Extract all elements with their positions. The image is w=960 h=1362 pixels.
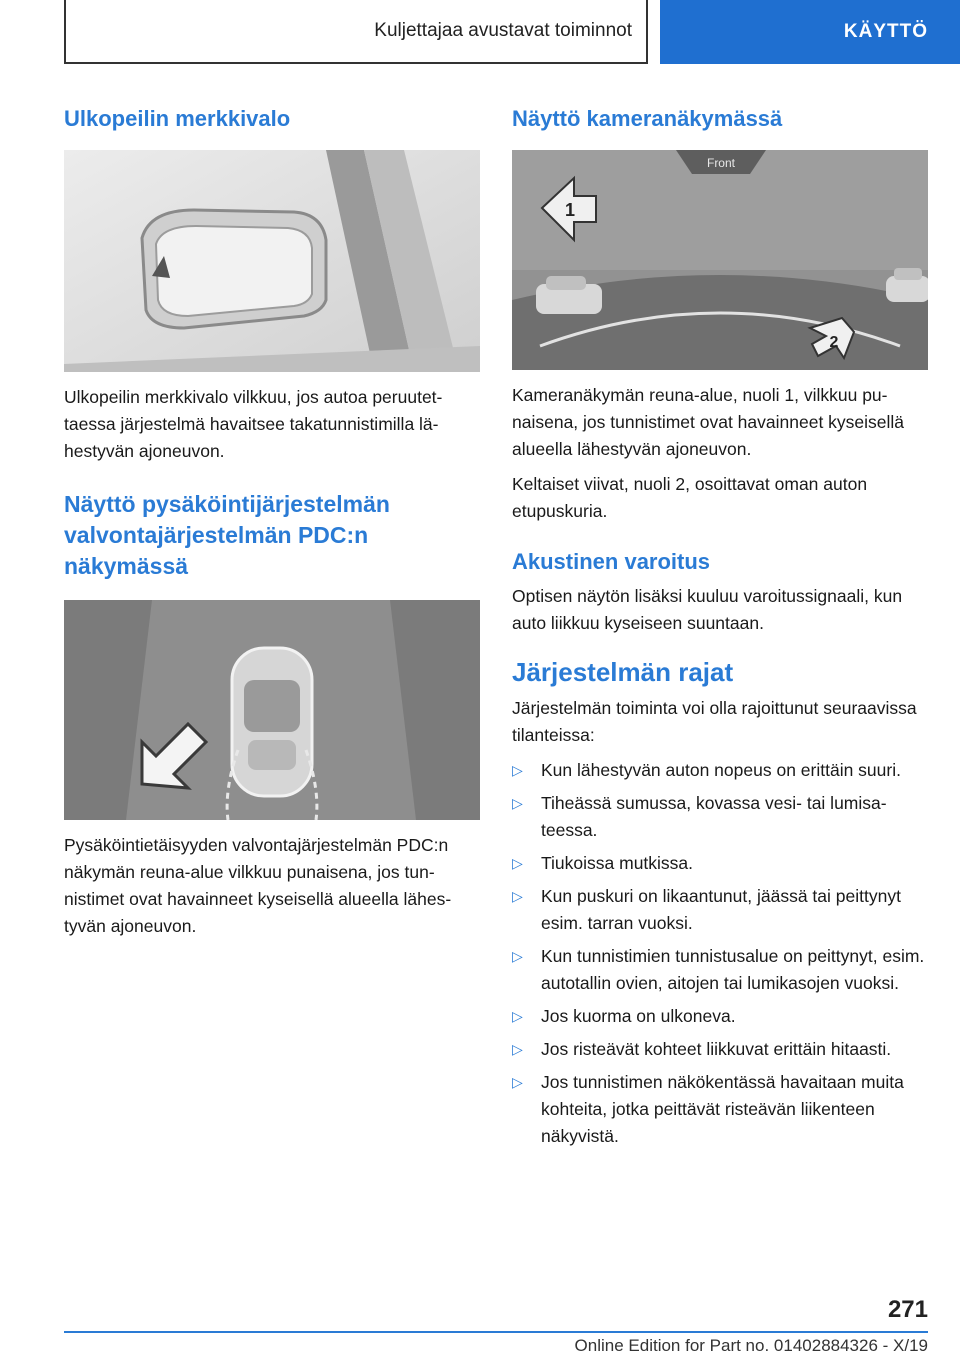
- footer-divider: [64, 1331, 928, 1333]
- page-number: 271: [887, 1296, 928, 1323]
- figure-pdc-view: [64, 600, 480, 820]
- list-item: ▷ Kun lähestyvän auton nopeus on erittäin suuri.: [512, 757, 928, 784]
- list-item: ▷ Jos tunnistimen näkökentässä havaitaan muita kohteita, jotka peittävät risteävän liikenteen näkyvistä.: [512, 1069, 928, 1150]
- paragraph-acoustic-warning: Optisen näytön lisäksi kuuluu varoitussignaali, kun auto liikkuu kyseiseen suuntaan.: [512, 586, 903, 633]
- paragraph-system-limits: Järjestelmän toiminta voi olla rajoittunut seuraavissa tilanteissa:: [512, 698, 917, 745]
- list-item: ▷ Kun tunnistimien tunnistusalue on peittynyt, esim. autotallin ovien, aitojen tai lumikasojen vuoksi.: [512, 943, 928, 997]
- camera-illustration: [512, 150, 928, 370]
- heading-acoustic-warning: Akustinen varoitus: [512, 549, 711, 574]
- header-chapter-tab[interactable]: [660, 0, 960, 64]
- bullet-triangle-icon: ▷: [512, 1074, 523, 1090]
- header-chapter-title: KÄYTTÖ: [843, 21, 928, 42]
- bullet-triangle-icon: ▷: [512, 1008, 523, 1024]
- header-section: [64, 0, 648, 64]
- list-item: ▷ Kun puskuri on likaantunut, jäässä tai peittynyt esim. tarran vuoksi.: [512, 883, 928, 937]
- paragraph-pdc-display: Pysäköintietäisyyden valvontajärjestelmän PDC:n näkymän reuna-alue vilkkuu punaisena, jos tunnistimet ovat havainneet kyseisellä alueella lähestyvän ajoneuvon.: [64, 835, 452, 936]
- heading-pdc-display: Näyttö pysäköintijärjestelmän valvontajärjestelmän PDC:n näkymässä: [64, 491, 390, 579]
- right-column: [512, 100, 928, 1156]
- footer-edition: Online Edition for Part no. 01402884326 - X/19: [574, 1336, 928, 1355]
- arrow-1-label: 1: [564, 200, 576, 220]
- heading-system-limits: Järjestelmän rajat: [512, 657, 734, 687]
- list-item: ▷ Jos kuorma on ulkoneva.: [512, 1003, 928, 1030]
- header-section-title: Kuljettajaa avustavat toiminnot: [374, 20, 632, 41]
- left-column: [64, 100, 480, 940]
- bullet-triangle-icon: ▷: [512, 1041, 523, 1057]
- bullet-triangle-icon: ▷: [512, 795, 523, 811]
- list-item: ▷ Tiheässä sumussa, kovassa vesi- tai lumisateessa.: [512, 790, 928, 844]
- bullet-triangle-icon: ▷: [512, 948, 523, 964]
- heading-mirror-indicator: Ulkopeilin merkkivalo: [64, 106, 291, 131]
- list-item: ▷ Tiukoissa mutkissa.: [512, 850, 928, 877]
- bullet-triangle-icon: ▷: [512, 888, 523, 904]
- bullet-triangle-icon: ▷: [512, 855, 523, 871]
- paragraph-camera-1: Kameranäkymän reuna-alue, nuoli 1, vilkkuu punaisena, jos tunnistimet ovat havainneet kyseisellä alueella lähestyvän ajoneuvon.: [512, 385, 905, 459]
- figure-side-mirror: [64, 150, 480, 372]
- list-item: ▷ Jos risteävät kohteet liikkuvat erittäin hitaasti.: [512, 1036, 928, 1063]
- paragraph-camera-2: Keltaiset viivat, nuoli 2, osoittavat oman auton etupuskuria.: [512, 474, 868, 521]
- bullet-triangle-icon: ▷: [512, 762, 523, 778]
- pdc-illustration: [64, 600, 480, 820]
- heading-camera-display: Näyttö kameranäkymässä: [512, 106, 783, 131]
- arrow-2-label: 2: [829, 334, 839, 351]
- figure-camera-view: [512, 150, 928, 370]
- camera-front-label: Front: [706, 156, 736, 170]
- paragraph-mirror-indicator: Ulkopeilin merkkivalo vilkkuu, jos autoa peruutettaessa järjestelmä havaitsee takatunnistimilla lähestyvän ajoneuvon.: [64, 387, 443, 461]
- mirror-illustration: [64, 150, 480, 372]
- limits-list: [512, 757, 928, 1150]
